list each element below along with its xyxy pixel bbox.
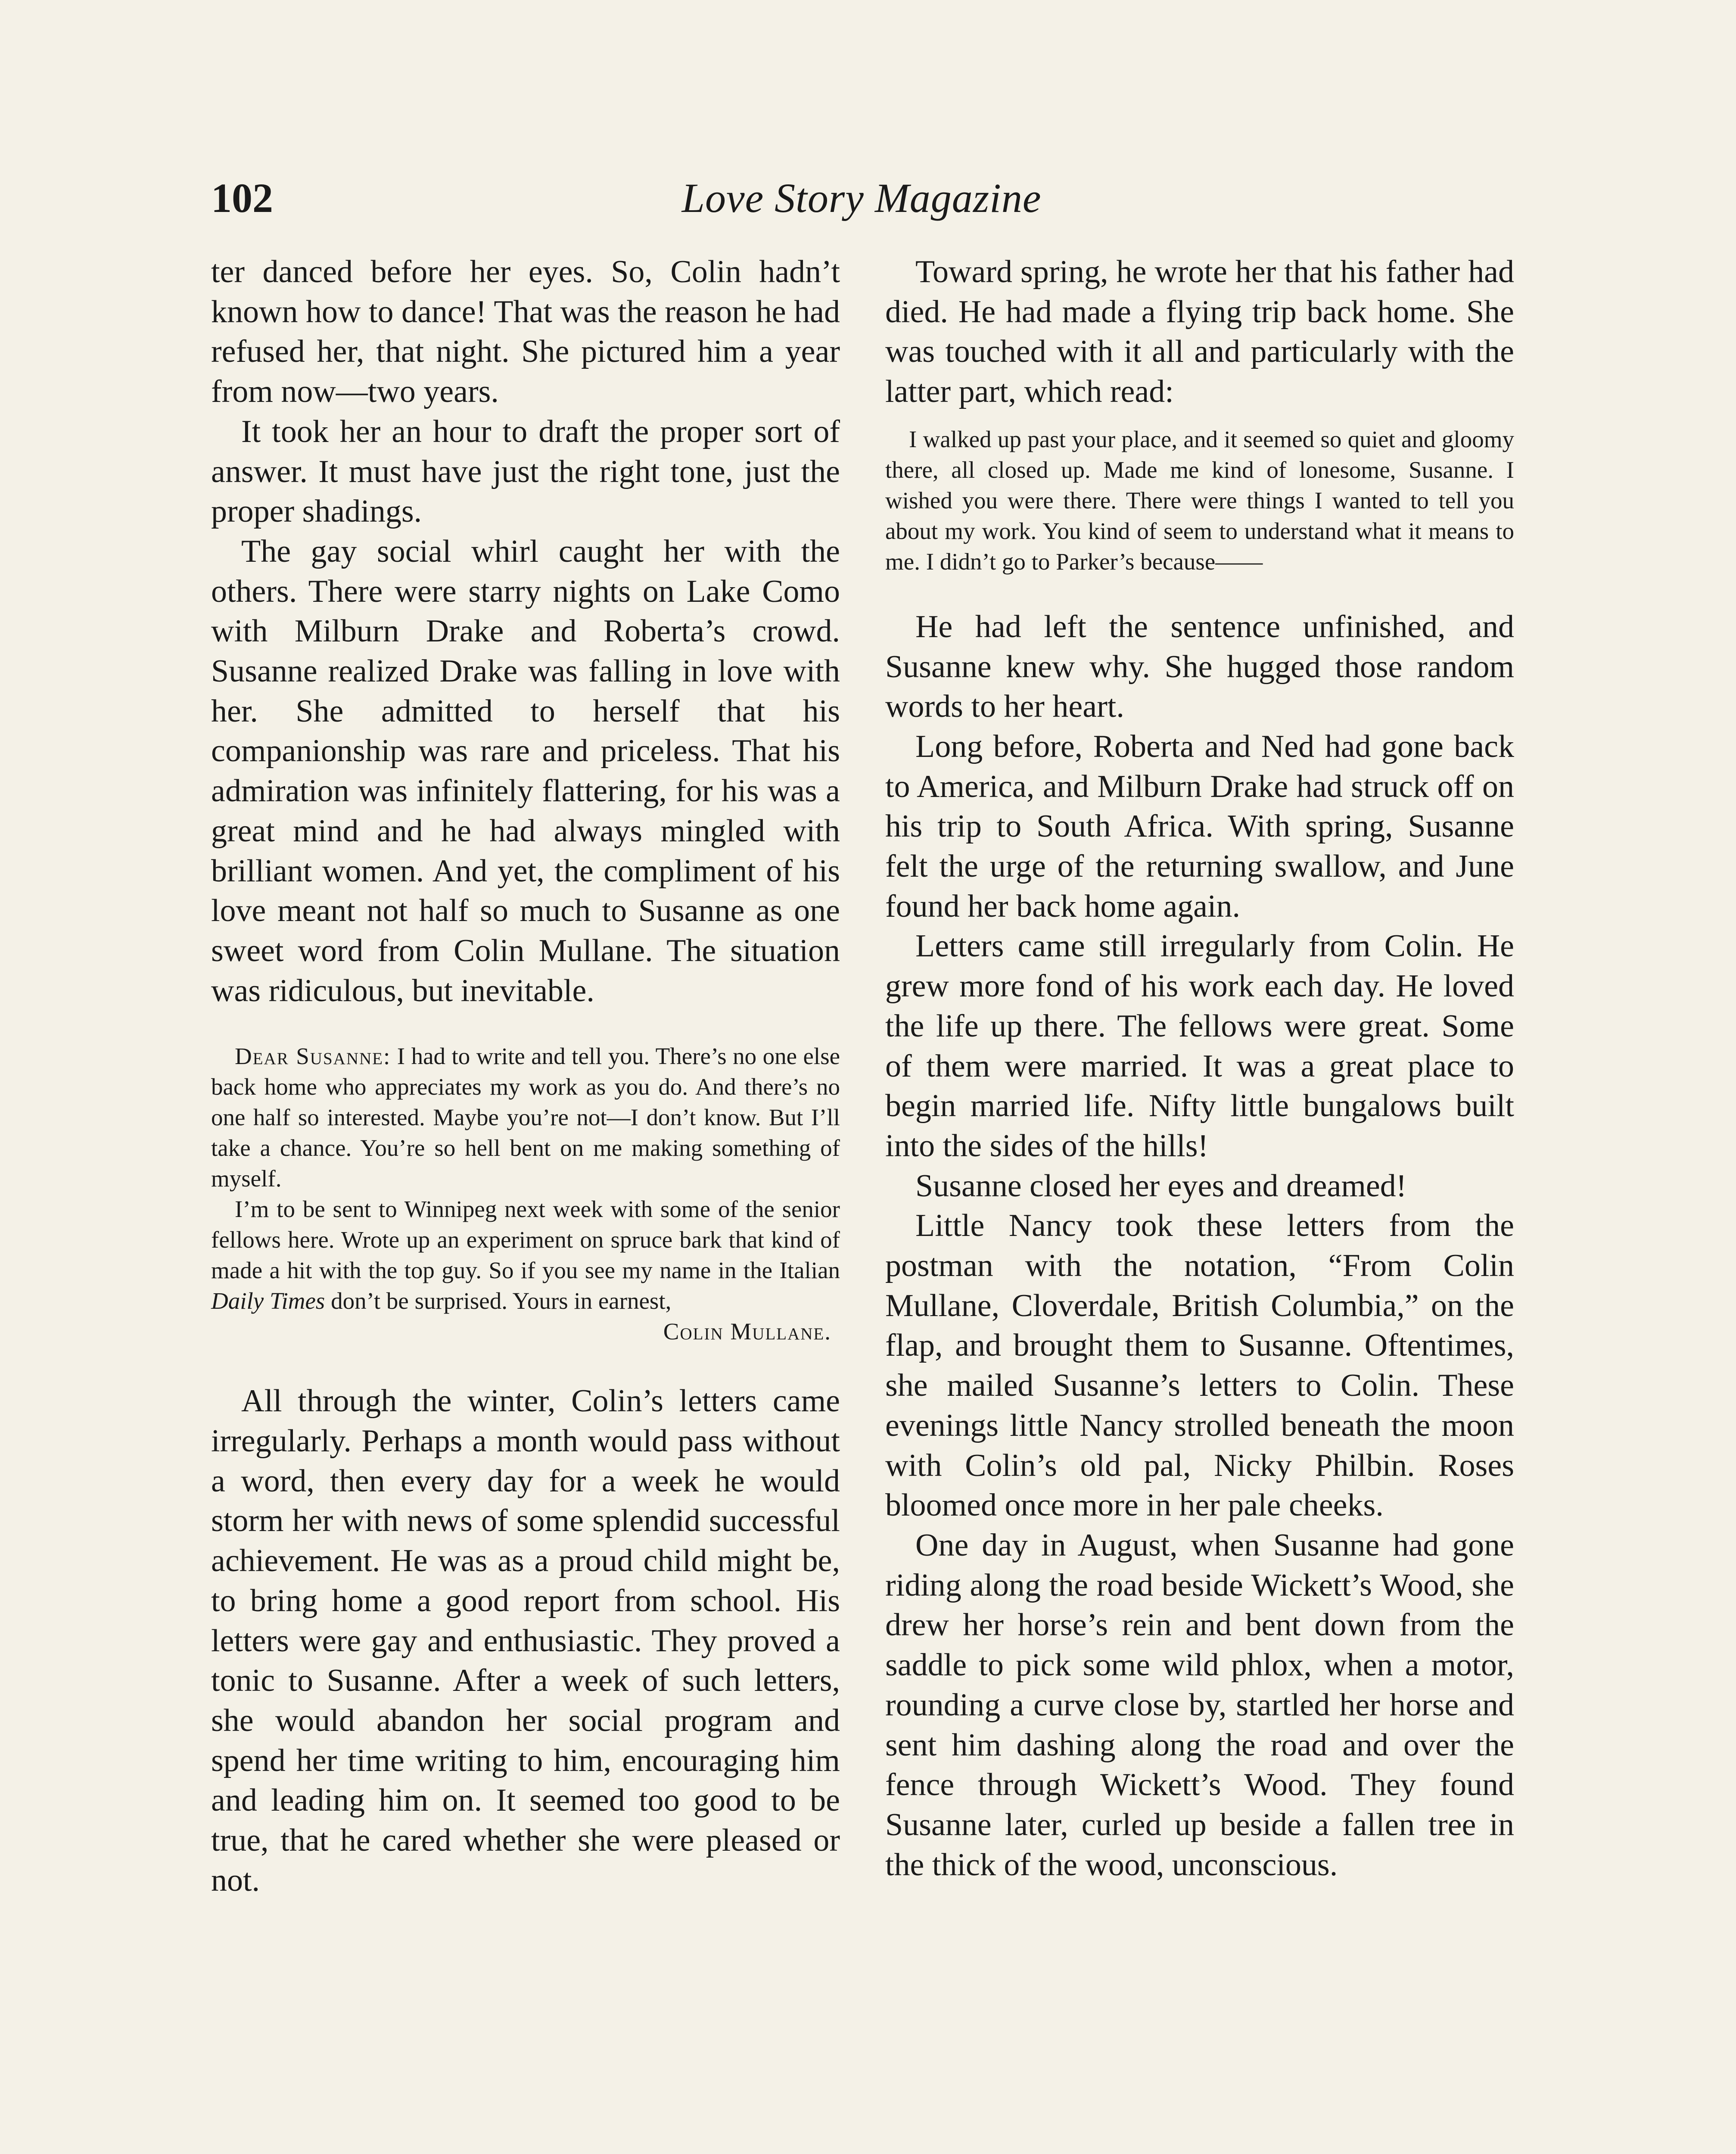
- letter-paragraph: [211, 1194, 840, 1316]
- newspaper-title: Daily Times: [211, 1288, 325, 1314]
- right-column: [885, 252, 1514, 1885]
- left-column: [211, 252, 840, 1901]
- letter-text: I’m to be sent to Winnipeg next week with some of the senior fellows here. Wrote up an experiment on spruce bark that kind of made a hit with the top guy. So if you see my name in the Italian: [211, 1196, 840, 1284]
- paragraph: Little Nancy took these letters from the postman with the notation, “From Colin Mullane, Cloverdale, British Columbia,” on the flap, and brought them to Susanne. Oftentimes, she mailed Susanne’s letters to Colin. These evenings little Nancy strolled beneath the moon with Colin’s old pal, Nicky Philbin. Roses bloomed once more in her pale cheeks.: [885, 1208, 1514, 1523]
- paragraph: It took her an hour to draft the proper sort of answer. It must have just the right tone, just the proper shadings.: [211, 414, 840, 529]
- letter-paragraph: [211, 1041, 840, 1194]
- letter-text: don’t be surprised. Yours in earnest,: [331, 1288, 672, 1314]
- letter-block: [885, 424, 1514, 577]
- letter-block: [211, 1041, 840, 1347]
- paragraph: ter danced before her eyes. So, Colin hadn’t known how to dance! That was the reason he had refused her, that night. She pictured him a year from now—two years.: [211, 254, 840, 410]
- paragraph: Susanne closed her eyes and dreamed!: [915, 1168, 1407, 1204]
- paragraph: Long before, Roberta and Ned had gone back to America, and Milburn Drake had struck off on his trip to South Africa. With spring, Susanne felt the urge of the returning swallow, and June found her back home again.: [885, 728, 1514, 924]
- page-number: 102: [211, 175, 273, 221]
- letter-signature: Colin Mullane.: [663, 1318, 831, 1345]
- paragraph: Letters came still irregularly from Colin. He grew more fond of his work each day. He loved the life up there. The fellows were great. Some of them were married. It was a great place to begin married life. Nifty little bungalows built into the sides of the hills!: [885, 928, 1514, 1164]
- letter-text: I had to write and tell you. There’s no one else back home who appreciates my work as you do. And there’s no one half so interested. Maybe you’re not—I don’t know. But I’ll take a chance. You’re so hell bent on me making something of myself.: [211, 1043, 840, 1192]
- letter-text: I walked up past your place, and it seemed so quiet and gloomy there, all closed up. Made me kind of lonesome, Susanne. I wished you were there. There were things I wanted to tell you about my work. You kind of seem to understand what it means to me. I didn’t go to Parker’s because——: [885, 426, 1514, 575]
- paragraph: He had left the sentence unfinished, and Susanne knew why. She hugged those random words to her heart.: [885, 609, 1514, 725]
- paragraph: All through the winter, Colin’s letters came irregularly. Perhaps a month would pass without a word, then every day for a week he would storm her with news of some splendid successful achievement. He was as a proud child might be, to bring home a good report from school. His letters were gay and enthusiastic. They proved a tonic to Susanne. After a week of such letters, she would abandon her social program and spend her time writing to him, encouraging him and leading him on. It seemed too good to be true, that he cared whether she were pleased or not.: [211, 1383, 840, 1898]
- page-header: [211, 170, 1512, 230]
- paragraph: The gay social whirl caught her with the others. There were starry nights on Lake Como with Milburn Drake and Roberta’s crowd. Susanne realized Drake was falling in love with her. She admitted to herself that his companionship was rare and priceless. That his admiration was infinitely flattering, for his was a great mind and he had always mingled with brilliant women. And yet, the compliment of his love meant not half so much to Susanne as one sweet word from Colin Mullane. The situation was ridiculous, but inevitable.: [211, 533, 840, 1009]
- paragraph: Toward spring, he wrote her that his father had died. He had made a flying trip back home. She was touched with it all and particularly with the latter part, which read:: [885, 254, 1514, 410]
- paragraph: One day in August, when Susanne had gone riding along the road beside Wickett’s Wood, she drew her horse’s rein and bent down from the saddle to pick some wild phlox, when a motor, rounding a curve close by, startled her horse and sent him dashing along the road and over the fence through Wickett’s Wood. They found Susanne later, curled up beside a fallen tree in the thick of the wood, unconscious.: [885, 1527, 1514, 1883]
- magazine-title: Love Story Magazine: [681, 175, 1042, 221]
- letter-salutation: Dear Susanne:: [235, 1043, 391, 1070]
